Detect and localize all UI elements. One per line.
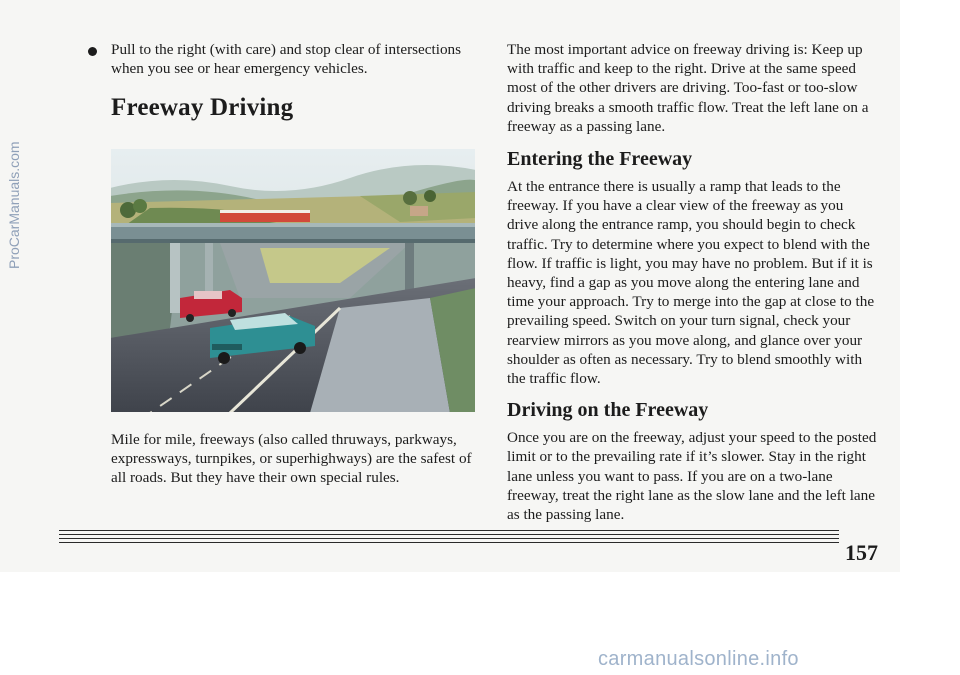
section-heading-entering: Entering the Freeway <box>507 148 693 171</box>
footer-watermark: carmanualsonline.info <box>598 648 799 670</box>
bullet-text: Pull to the right (with care) and stop clear of intersections when you see or hear emergency vehicles. <box>111 41 462 78</box>
left-column <box>111 40 481 122</box>
driving-on-paragraph: Once you are on the freeway, adjust your speed to the posted limit or to the prevailing rate if it’s slower. Stay in the right lane unless you want to pass. If you are on a two-lane freeway, treat the right lane as the slow lane and the left lane as the passing lane. <box>507 429 877 524</box>
bullet-item <box>111 40 481 78</box>
illustration-caption <box>111 430 486 488</box>
footer-rule <box>59 530 839 531</box>
page-number: 157 <box>845 540 878 565</box>
footer-rules <box>59 530 839 546</box>
bullet-dot-icon <box>88 47 97 56</box>
side-watermark: ProCarManuals.com <box>6 141 22 269</box>
footer-rule <box>59 542 839 543</box>
section-heading-freeway-driving: Freeway Driving <box>111 94 294 122</box>
entering-paragraph: At the entrance there is usually a ramp that leads to the freeway. If you have a clear view of the freeway as you drive along the entrance ramp, you should begin to check traffic. Try to determine where you expect to blend with the flow. If traffic is light, you may have no problem. But if it is heavy, find a gap as you move along the entering lane and time your approach. Try to merge into the gap at close to the prevailing speed. Switch on your turn signal, check your rearview mirrors as you move along, and glance over your shoulder as often as necessary. Try to blend smoothly with the traffic flow. <box>507 178 875 388</box>
intro-paragraph: The most important advice on freeway driving is: Keep up with traffic and keep to the right. Drive at the same speed most of the other drivers are driving. Too-fast or too-slow driving breaks a smooth traffic flow. Treat the left lane on a freeway as a passing lane. <box>507 41 869 135</box>
freeway-overpass-image <box>110 148 476 413</box>
caption-text: Mile for mile, freeways (also called thruways, parkways, expressways, turnpikes, or superhighways) are the safest of all roads. But they have their own special rules. <box>111 431 472 487</box>
footer-rule <box>59 538 839 539</box>
right-column <box>507 40 877 524</box>
section-heading-driving-on: Driving on the Freeway <box>507 399 709 422</box>
footer-rule <box>59 534 839 535</box>
freeway-overpass-illustration <box>110 148 476 413</box>
